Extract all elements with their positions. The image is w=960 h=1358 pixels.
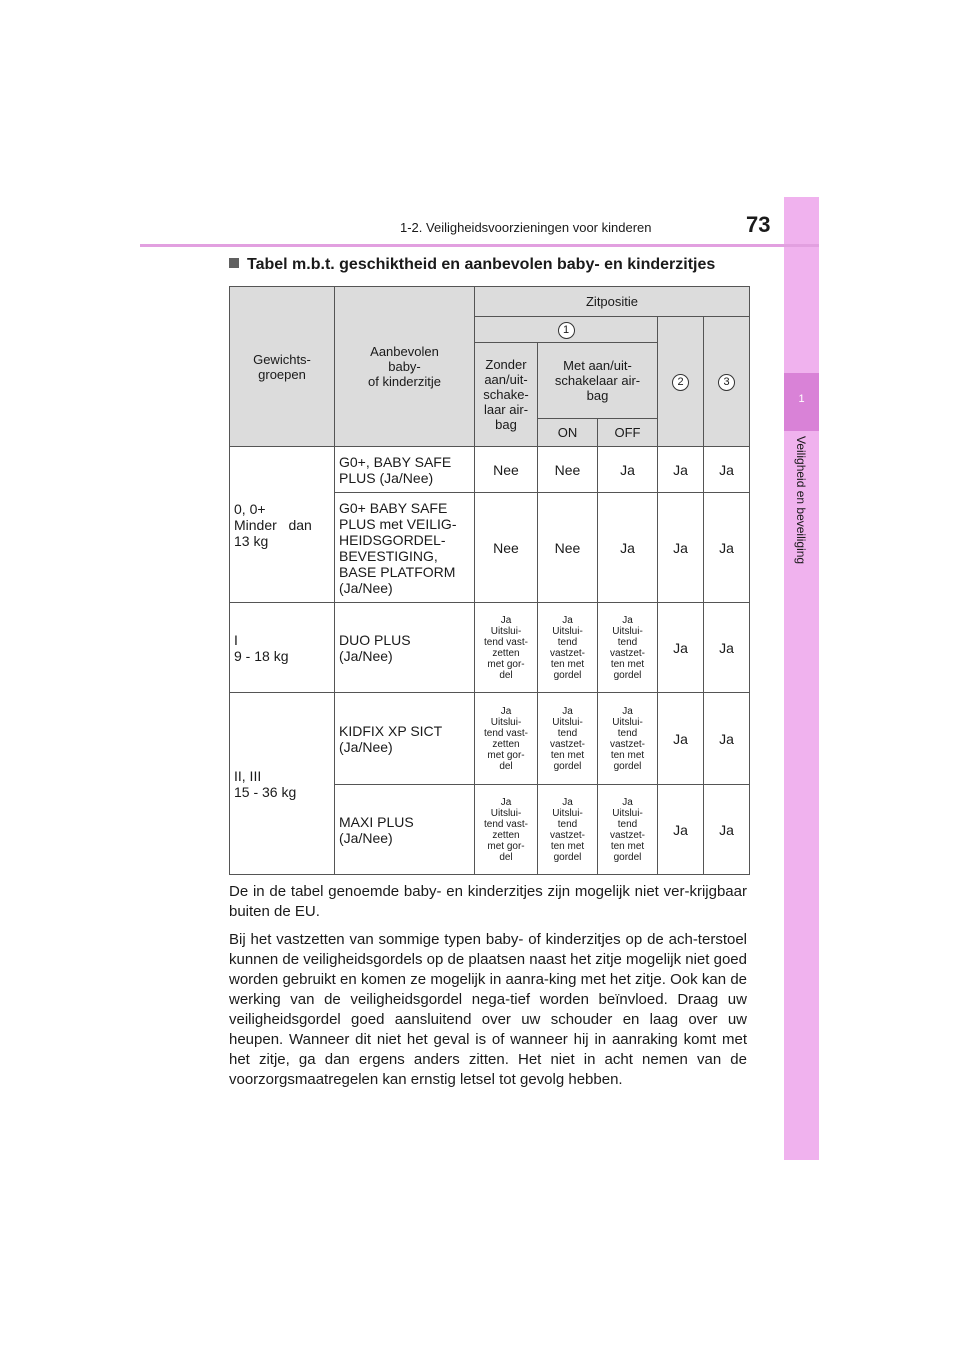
cell-text: Ja Uitslui- tend vastzet- ten met gordel <box>609 705 645 772</box>
cell-pos1-noswitch: Nee <box>475 447 538 493</box>
seat-name <box>335 785 475 875</box>
cell-pos1-off <box>598 693 658 785</box>
paragraph-seatbelt-caution: Bij het vastzetten van sommige typen baby- of kinderzitjes op de ach-terstoel kunnen de veiligheidsgordels op de plaatsen naast het zitje mogelijk niet goed worden gebruikt en komen ze mogelijk in aanra-king met het zitje. Ook kan de werking van de veiligheidsgordel nega-tief worden beïnvloed. Draag uw veiligheidsgordel goed aansluitend over uw schouder en laag over uw heupen. Wanneer dit niet het geval is of wanneer hij in aanraking komt met het zitje, ga dan ergens anders zitten. Het niet in acht nemen van de voorzorgsmaatregelen kan ernstig letsel tot gevolg hebben. <box>229 931 747 1088</box>
header-position-2 <box>658 317 704 447</box>
header-recommended-text: Aanbevolen baby- of kinderzitje <box>368 344 441 389</box>
cell-text: Ja Uitslui- tend vastzet- ten met gordel <box>549 705 585 772</box>
cell-text: Ja Uitslui- tend vast- zetten met gor- del <box>484 705 528 772</box>
chapter-tab-strip <box>784 197 819 1160</box>
chapter-number: 1 <box>798 393 805 405</box>
cell-pos1-off <box>598 603 658 693</box>
header-position-1 <box>475 317 658 343</box>
table-row <box>230 603 750 693</box>
cell-pos2: Ja <box>658 493 704 603</box>
section-title <box>229 256 715 274</box>
header-off: OFF <box>598 419 658 447</box>
seat-name <box>335 493 475 603</box>
seat-name-text: MAXI PLUS (Ja/Nee) <box>339 813 414 846</box>
weight-group-1 <box>230 603 335 693</box>
chapter-number-tab <box>784 373 819 431</box>
chapter-title: Veiligheid en beveiliging <box>793 436 808 565</box>
cell-pos1-off: Ja <box>598 493 658 603</box>
seat-name-text: G0+ BABY SAFE PLUS met VEILIG- HEIDSGORDEL- BEVESTIGING, BASE PLATFORM (Ja/Nee) <box>339 499 457 596</box>
header-without-switch-text: Zonder aan/uit- schake- laar air- bag <box>483 357 529 432</box>
cell-pos1-noswitch: Nee <box>475 493 538 603</box>
cell-pos2: Ja <box>658 447 704 493</box>
body-text <box>229 882 747 1098</box>
chapter-title-tab <box>784 436 819 616</box>
cell-pos3: Ja <box>704 785 750 875</box>
weight-group-2-text: II, III 15 - 36 kg <box>234 767 297 800</box>
paragraph-availability: De in de tabel genoemde baby- en kinderzitjes zijn mogelijk niet ver-krijgbaar buiten de EU. <box>229 883 747 920</box>
seat-name <box>335 447 475 493</box>
cell-pos1-noswitch <box>475 603 538 693</box>
circled-number-3-icon: 3 <box>718 374 735 391</box>
weight-group-0 <box>230 447 335 603</box>
child-seat-suitability-table <box>229 286 750 875</box>
cell-pos2: Ja <box>658 693 704 785</box>
cell-pos2: Ja <box>658 785 704 875</box>
seat-name-text: KIDFIX XP SICT (Ja/Nee) <box>339 722 443 755</box>
header-position-3 <box>704 317 750 447</box>
seat-name-text: G0+, BABY SAFE PLUS (Ja/Nee) <box>339 453 452 486</box>
header-recommended-seat <box>335 287 475 447</box>
table-row <box>230 447 750 493</box>
header-with-airbag-switch <box>538 343 658 419</box>
cell-pos2: Ja <box>658 603 704 693</box>
weight-group-1-text: I 9 - 18 kg <box>234 631 289 664</box>
cell-pos1-on <box>538 693 598 785</box>
cell-pos3: Ja <box>704 447 750 493</box>
cell-pos1-on <box>538 785 598 875</box>
running-header: 1-2. Veiligheidsvoorzieningen voor kinderen <box>400 220 652 235</box>
seat-name <box>335 603 475 693</box>
header-with-switch-text: Met aan/uit- schakelaar air- bag <box>554 358 641 403</box>
seat-name-text: DUO PLUS (Ja/Nee) <box>339 631 411 664</box>
cell-text: Ja Uitslui- tend vastzet- ten met gordel <box>609 614 645 681</box>
square-bullet-icon <box>229 258 239 268</box>
cell-pos1-on <box>538 603 598 693</box>
cell-text: Ja Uitslui- tend vastzet- ten met gordel <box>549 614 585 681</box>
weight-group-2 <box>230 693 335 875</box>
cell-pos1-noswitch <box>475 693 538 785</box>
cell-pos1-on: Nee <box>538 493 598 603</box>
cell-text: Ja Uitslui- tend vast- zetten met gor- del <box>484 614 528 681</box>
cell-pos1-off: Ja <box>598 447 658 493</box>
cell-text: Ja Uitslui- tend vastzet- ten met gordel <box>609 796 645 863</box>
header-without-airbag-switch <box>475 343 538 447</box>
cell-pos1-on: Nee <box>538 447 598 493</box>
section-title-text: Tabel m.b.t. geschiktheid en aanbevolen baby- en kinderzitjes <box>247 256 716 273</box>
header-seating-position: Zitpositie <box>475 287 750 317</box>
cell-pos1-noswitch <box>475 785 538 875</box>
page-number: 73 <box>746 212 771 237</box>
cell-pos1-off <box>598 785 658 875</box>
circled-number-1-icon: 1 <box>558 322 575 339</box>
cell-text: Ja Uitslui- tend vastzet- ten met gordel <box>549 796 585 863</box>
header-rule <box>140 244 819 247</box>
cell-pos3: Ja <box>704 493 750 603</box>
header-on: ON <box>538 419 598 447</box>
header-weight-text: Gewichts- groepen <box>253 351 311 382</box>
seat-name <box>335 693 475 785</box>
cell-text: Ja Uitslui- tend vast- zetten met gor- del <box>484 796 528 863</box>
weight-group-0-text: 0, 0+ Minder dan 13 kg <box>234 500 312 549</box>
circled-number-2-icon: 2 <box>672 374 689 391</box>
cell-pos3: Ja <box>704 603 750 693</box>
header-weight-groups <box>230 287 335 447</box>
table-row <box>230 693 750 785</box>
cell-pos3: Ja <box>704 693 750 785</box>
